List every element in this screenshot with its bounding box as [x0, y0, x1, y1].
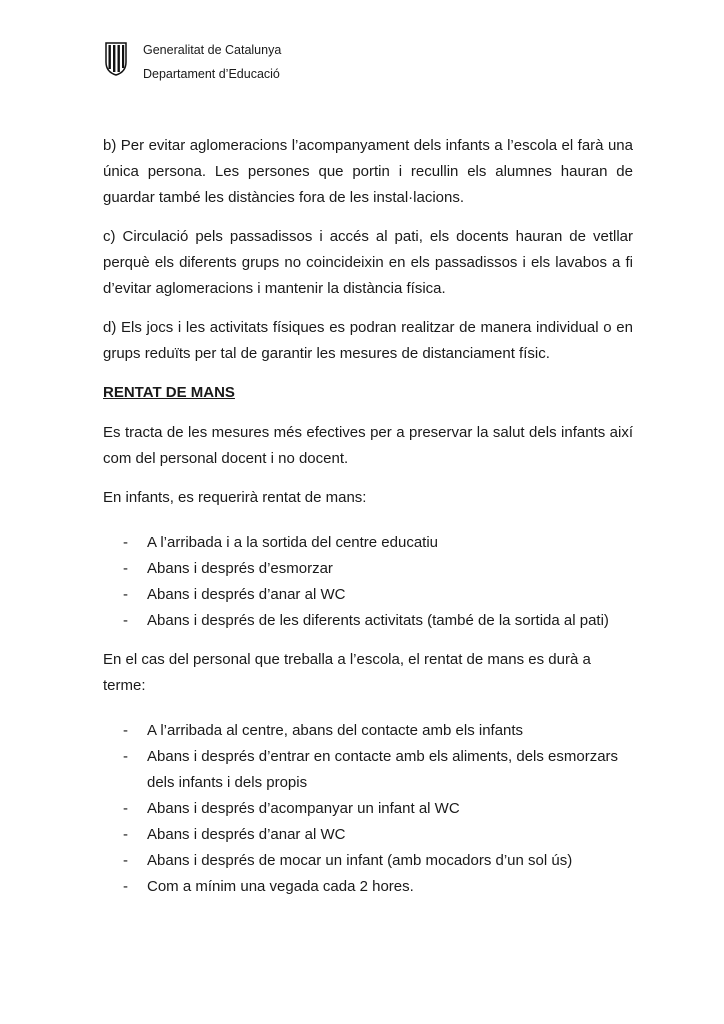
list-item: [103, 796, 633, 822]
organization-name: Generalitat de Catalunya: [143, 43, 282, 57]
children-intro: En infants, es requerirà rentat de mans:: [103, 489, 367, 506]
paragraph-d: d) Els jocs i les activitats físiques es podran realitzar de manera individual o en grups reduïts per tal de garantir les mesures de distanciament físic.: [103, 319, 633, 362]
dash-bullet: -: [123, 612, 128, 629]
list-item: [103, 556, 633, 582]
generalitat-logo-icon: [104, 42, 128, 76]
dash-bullet: -: [123, 748, 128, 765]
list-item-text: Abans i després de les diferents activitats (també de la sortida al pati): [147, 612, 609, 629]
children-handwash-list: [103, 530, 633, 634]
list-item: [103, 874, 633, 900]
list-item-text: Abans i després d’anar al WC: [147, 826, 346, 843]
list-item-text: Abans i després d’entrar en contacte amb els aliments, dels esmorzars dels infants i dels propis: [147, 748, 619, 791]
dash-bullet: -: [123, 852, 128, 869]
dash-bullet: -: [123, 534, 128, 551]
list-item: [103, 582, 633, 608]
dash-bullet: -: [123, 560, 128, 577]
staff-handwash-list: [103, 718, 633, 900]
list-item: [103, 608, 633, 634]
list-item-text: Abans i després d’acompanyar un infant al WC: [147, 800, 460, 817]
list-item-text: Abans i després d’anar al WC: [147, 586, 346, 603]
list-item: [103, 822, 633, 848]
dash-bullet: -: [123, 722, 128, 739]
paragraph-c: c) Circulació pels passadissos i accés al pati, els docents hauran de vetllar perquè els diferents grups no coincideixin en els passadissos i els lavabos a fi d’evitar aglomeracions i mantenir la distància física.: [103, 228, 633, 297]
list-item-text: A l’arribada i a la sortida del centre educatiu: [147, 534, 439, 551]
staff-intro: En el cas del personal que treballa a l’escola, el rentat de mans es durà a terme:: [103, 651, 591, 694]
list-item: [103, 744, 633, 796]
section-title: RENTAT DE MANS: [103, 384, 235, 401]
list-item: [103, 530, 633, 556]
list-item-text: A l’arribada al centre, abans del contacte amb els infants: [147, 722, 524, 739]
list-item: [103, 718, 633, 744]
list-item-text: Abans i després d’esmorzar: [147, 560, 333, 577]
document-body: [103, 133, 633, 913]
dash-bullet: -: [123, 586, 128, 603]
paragraph-b: b) Per evitar aglomeracions l’acompanyament dels infants a l’escola el farà una única persona. Les persones que portin i recullin els alumnes hauran de guardar també les distàncies fora de les instal·lacions.: [103, 137, 633, 206]
department-name: Departament d’Educació: [143, 67, 280, 81]
dash-bullet: -: [123, 800, 128, 817]
list-item-text: Com a mínim una vegada cada 2 hores.: [147, 878, 414, 895]
dash-bullet: -: [123, 826, 128, 843]
dash-bullet: -: [123, 878, 128, 895]
list-item: [103, 848, 633, 874]
section-intro: Es tracta de les mesures més efectives per a preservar la salut dels infants així com del personal docent i no docent.: [103, 424, 633, 467]
list-item-text: Abans i després de mocar un infant (amb mocadors d’un sol ús): [147, 852, 573, 869]
